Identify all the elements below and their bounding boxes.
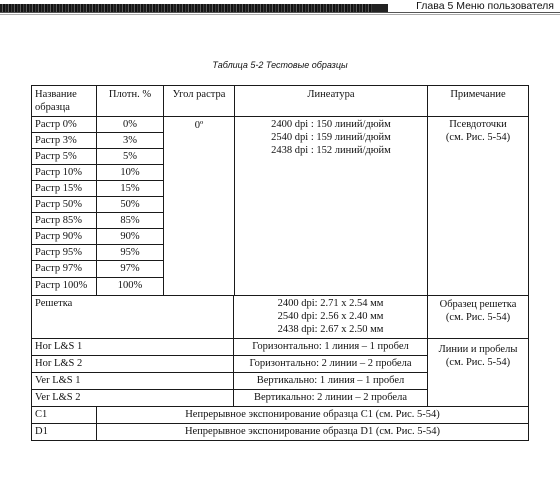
ls-note-line: (см. Рис. 5-54) [445, 357, 511, 368]
raster-name: Растр 97% [31, 260, 97, 278]
raster-density: 90% [96, 228, 164, 245]
raster-density: 15% [96, 180, 164, 197]
ls-lineature: Вертикально: 2 линии – 2 пробела [233, 389, 428, 407]
ls-lineature: Вертикально: 1 линия – 1 пробел [233, 372, 428, 390]
raster-lineature-line: 2540 dpi : 159 линий/дюйм [271, 132, 391, 143]
raster-name: Растр 0% [31, 116, 97, 133]
grid-lineature-line: 2438 dpi: 2.67 x 2.50 мм [277, 324, 384, 335]
page-header [0, 0, 560, 14]
raster-name: Растр 10% [31, 164, 97, 181]
raster-name: Растр 90% [31, 228, 97, 245]
raster-name: Растр 15% [31, 180, 97, 197]
test-samples-table [31, 85, 529, 441]
raster-note-line: Псевдоточки [449, 119, 507, 130]
raster-density: 95% [96, 244, 164, 261]
raster-density: 97% [96, 260, 164, 278]
header-lineature: Линеатура [234, 85, 428, 117]
raster-density: 10% [96, 164, 164, 181]
header-note: Примечание [427, 85, 529, 117]
raster-name: Растр 5% [31, 148, 97, 165]
raster-lineature-line: 2400 dpi : 150 линий/дюйм [271, 119, 391, 130]
raster-density: 100% [96, 277, 164, 296]
d1-name: D1 [31, 423, 97, 441]
table-caption: Таблица 5-2 Тестовые образцы [212, 60, 348, 70]
raster-name: Растр 100% [31, 277, 97, 296]
c1-name: C1 [31, 406, 97, 424]
ls-note-line: Линии и пробелы [438, 344, 518, 355]
c1-description: Непрерывное экспонирование образца C1 (см. Рис. 5-54) [96, 406, 529, 424]
grid-note [427, 295, 529, 339]
ls-name: Ver L&S 1 [31, 372, 234, 390]
ls-note [427, 338, 529, 407]
raster-angle: 0º [163, 116, 235, 296]
raster-note [427, 116, 529, 296]
header-rule [0, 12, 560, 13]
ls-name: Hor L&S 2 [31, 355, 234, 373]
raster-name: Растр 3% [31, 132, 97, 149]
header-marker [372, 4, 388, 12]
raster-note-line: (см. Рис. 5-54) [445, 132, 511, 143]
chapter-title: Глава 5 Меню пользователя [416, 0, 554, 12]
ls-lineature: Горизонтально: 2 линии – 2 пробела [233, 355, 428, 373]
grid-name: Решетка [31, 295, 234, 339]
raster-name: Растр 85% [31, 212, 97, 229]
ls-name: Ver L&S 2 [31, 389, 234, 407]
ls-name: Hor L&S 1 [31, 338, 234, 356]
raster-density: 5% [96, 148, 164, 165]
raster-lineature [234, 116, 428, 296]
grid-note-line: Образец решетка [439, 299, 517, 310]
ls-lineature: Горизонтально: 1 линия – 1 пробел [233, 338, 428, 356]
d1-description: Непрерывное экспонирование образца D1 (см. Рис. 5-54) [96, 423, 529, 441]
header-stripe [0, 4, 372, 12]
raster-density: 50% [96, 196, 164, 213]
raster-name: Растр 95% [31, 244, 97, 261]
grid-lineature-line: 2540 dpi: 2.56 x 2.40 мм [277, 311, 384, 322]
grid-lineature [233, 295, 428, 339]
header-density: Плотн. % [96, 85, 164, 117]
raster-name: Растр 50% [31, 196, 97, 213]
raster-density: 0% [96, 116, 164, 133]
header-rule-secondary [0, 14, 560, 15]
grid-lineature-line: 2400 dpi: 2.71 x 2.54 мм [277, 298, 384, 309]
raster-density: 3% [96, 132, 164, 149]
header-angle: Угол растра [163, 85, 235, 117]
grid-note-line: (см. Рис. 5-54) [445, 312, 511, 323]
raster-density: 85% [96, 212, 164, 229]
header-name: Название образца [31, 85, 97, 117]
raster-lineature-line: 2438 dpi : 152 линий/дюйм [271, 145, 391, 156]
